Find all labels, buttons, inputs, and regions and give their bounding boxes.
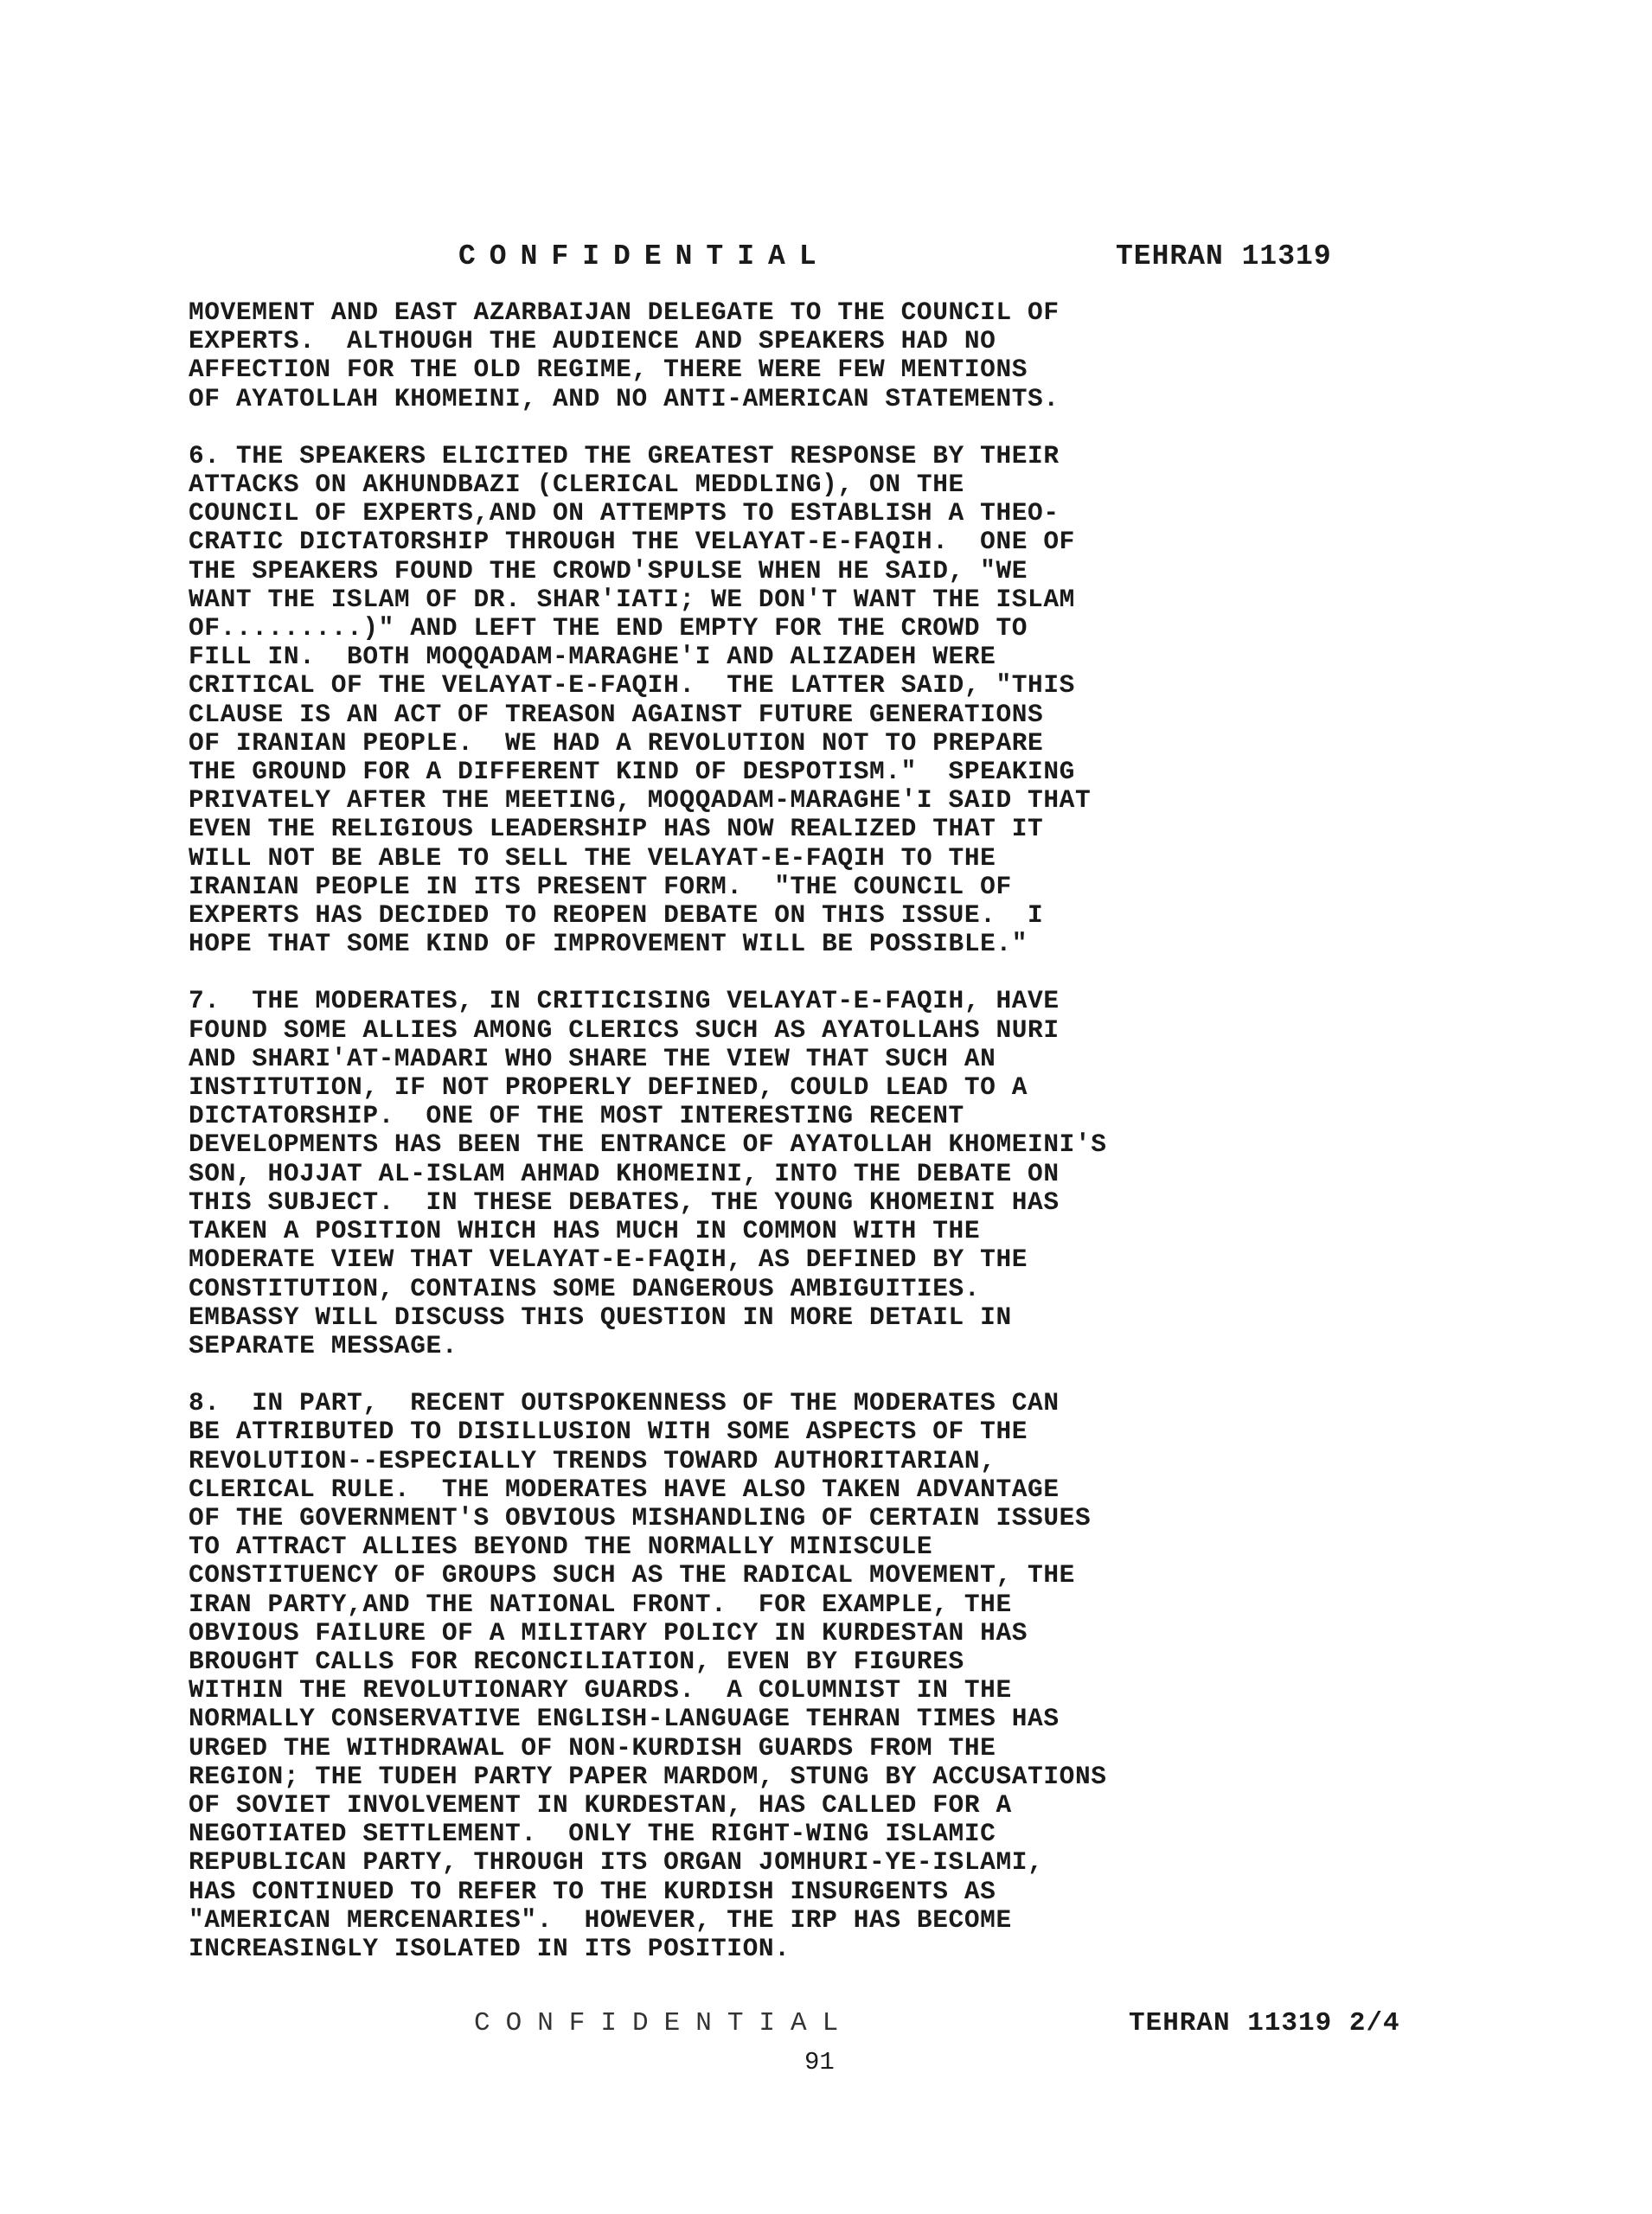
text-line: EMBASSY WILL DISCUSS THIS QUESTION IN MORE DETAIL IN (189, 1302, 1012, 1332)
paragraph-8 (189, 1389, 1486, 1963)
text-line: MODERATE VIEW THAT VELAYAT-E-FAQIH, AS DEFINED BY THE (189, 1245, 1028, 1275)
text-line: CLERICAL RULE. THE MODERATES HAVE ALSO TAKEN ADVANTAGE (189, 1474, 1060, 1504)
text-line: CONSTITUTION, CONTAINS SOME DANGEROUS AMBIGUITIES. (189, 1273, 981, 1303)
text-line: FILL IN. BOTH MOQQADAM-MARAGHE'I AND ALIZADEH WERE (189, 642, 996, 672)
text-line: DICTATORSHIP. ONE OF THE MOST INTERESTING RECENT (189, 1101, 964, 1131)
text-line: BROUGHT CALLS FOR RECONCILIATION, EVEN BY FIGURES (189, 1646, 964, 1676)
text-line: THE GROUND FOR A DIFFERENT KIND OF DESPOTISM." SPEAKING (189, 757, 1075, 787)
page-number: 91 (804, 2048, 835, 2076)
text-line: IRANIAN PEOPLE IN ITS PRESENT FORM. "THE COUNCIL OF (189, 871, 1012, 901)
text-line: CONSTITUENCY OF GROUPS SUCH AS THE RADICAL MOVEMENT, THE (189, 1560, 1075, 1590)
text-line: SEPARATE MESSAGE. (189, 1330, 458, 1360)
text-line: DEVELOPMENTS HAS BEEN THE ENTRANCE OF AYATOLLAH KHOMEINI'S (189, 1129, 1107, 1160)
text-line: IRAN PARTY,AND THE NATIONAL FRONT. FOR EXAMPLE, THE (189, 1589, 1012, 1619)
paragraph-6 (189, 442, 1486, 959)
text-line: WILL NOT BE ABLE TO SELL THE VELAYAT-E-FAQIH TO THE (189, 842, 996, 873)
footer-reference: TEHRAN 11319 2/4 (1129, 2008, 1400, 2038)
text-line: NEGOTIATED SETTLEMENT. ONLY THE RIGHT-WING ISLAMIC (189, 1819, 996, 1849)
text-line: INSTITUTION, IF NOT PROPERLY DEFINED, COULD LEAD TO A (189, 1072, 1028, 1103)
text-line: "AMERICAN MERCENARIES". HOWEVER, THE IRP HAS BECOME (189, 1904, 1012, 1935)
text-line: TAKEN A POSITION WHICH HAS MUCH IN COMMON WITH THE (189, 1216, 981, 1246)
paragraph-continuation (189, 298, 1486, 413)
text-line: THIS SUBJECT. IN THESE DEBATES, THE YOUNG KHOMEINI HAS (189, 1187, 1060, 1217)
text-line: INCREASINGLY ISOLATED IN ITS POSITION. (189, 1933, 791, 1963)
text-line: EVEN THE RELIGIOUS LEADERSHIP HAS NOW REALIZED THAT IT (189, 814, 1044, 844)
text-line: 8. IN PART, RECENT OUTSPOKENNESS OF THE MODERATES CAN (189, 1388, 1060, 1418)
text-line: REPUBLICAN PARTY, THROUGH ITS ORGAN JOMHURI-YE-ISLAMI, (189, 1847, 1044, 1878)
text-line: TO ATTRACT ALLIES BEYOND THE NORMALLY MINISCULE (189, 1532, 933, 1562)
text-line: CLAUSE IS AN ACT OF TREASON AGAINST FUTURE GENERATIONS (189, 699, 1044, 729)
text-line: AND SHARI'AT-MADARI WHO SHARE THE VIEW THAT SUCH AN (189, 1043, 996, 1073)
paragraph-7 (189, 987, 1486, 1360)
text-line: NORMALLY CONSERVATIVE ENGLISH-LANGUAGE TEHRAN TIMES HAS (189, 1704, 1060, 1734)
text-line: CRITICAL OF THE VELAYAT-E-FAQIH. THE LATTER SAID, "THIS (189, 670, 1075, 701)
text-line: SON, HOJJAT AL-ISLAM AHMAD KHOMEINI, INTO THE DEBATE ON (189, 1158, 1060, 1188)
text-line: REGION; THE TUDEH PARTY PAPER MARDOM, STUNG BY ACCUSATIONS (189, 1761, 1107, 1791)
header-reference: TEHRAN 11319 (1116, 240, 1332, 272)
text-line: CRATIC DICTATORSHIP THROUGH THE VELAYAT-E-FAQIH. ONE OF (189, 527, 1075, 557)
text-line: REVOLUTION--ESPECIALLY TRENDS TOWARD AUTHORITARIAN, (189, 1445, 996, 1475)
text-line: OF THE GOVERNMENT'S OBVIOUS MISHANDLING OF CERTAIN ISSUES (189, 1502, 1092, 1533)
text-line: 7. THE MODERATES, IN CRITICISING VELAYAT-E-FAQIH, HAVE (189, 986, 1060, 1016)
text-line: THE SPEAKERS FOUND THE CROWD'SPULSE WHEN HE SAID, "WE (189, 555, 1028, 585)
text-line: WITHIN THE REVOLUTIONARY GUARDS. A COLUMNIST IN THE (189, 1675, 1012, 1705)
text-line: URGED THE WITHDRAWAL OF NON-KURDISH GUARDS FROM THE (189, 1732, 996, 1763)
text-line: ATTACKS ON AKHUNDBAZI (CLERICAL MEDDLING), ON THE (189, 470, 964, 500)
text-line: HOPE THAT SOME KIND OF IMPROVEMENT WILL BE POSSIBLE." (189, 929, 1028, 959)
text-line: WANT THE ISLAM OF DR. SHAR'IATI; WE DON'T WANT THE ISLAM (189, 584, 1075, 614)
text-line: HAS CONTINUED TO REFER TO THE KURDISH INSURGENTS AS (189, 1876, 996, 1906)
text-line: COUNCIL OF EXPERTS,AND ON ATTEMPTS TO ESTABLISH A THEO- (189, 498, 1060, 528)
header-classification: CONFIDENTIAL (458, 240, 830, 272)
text-line: FOUND SOME ALLIES AMONG CLERICS SUCH AS AYATOLLAHS NURI (189, 1014, 1060, 1045)
text-line: BE ATTRIBUTED TO DISILLUSION WITH SOME ASPECTS OF THE (189, 1417, 1028, 1447)
text-line: OF IRANIAN PEOPLE. WE HAD A REVOLUTION NOT TO PREPARE (189, 727, 1044, 758)
text-line: OF.........)" AND LEFT THE END EMPTY FOR THE CROWD TO (189, 613, 1028, 643)
text-line: MOVEMENT AND EAST AZARBAIJAN DELEGATE TO THE COUNCIL OF (189, 298, 1060, 327)
text-line: EXPERTS. ALTHOUGH THE AUDIENCE AND SPEAKERS HAD NO (189, 326, 996, 356)
text-line: AFFECTION FOR THE OLD REGIME, THERE WERE FEW MENTIONS (189, 355, 1028, 385)
text-line: OBVIOUS FAILURE OF A MILITARY POLICY IN KURDESTAN HAS (189, 1617, 1028, 1648)
document-body (189, 298, 1486, 1992)
text-line: 6. THE SPEAKERS ELICITED THE GREATEST RESPONSE BY THEIR (189, 440, 1060, 470)
text-line: EXPERTS HAS DECIDED TO REOPEN DEBATE ON THIS ISSUE. I (189, 900, 1044, 931)
text-line: PRIVATELY AFTER THE MEETING, MOQQADAM-MARAGHE'I SAID THAT (189, 785, 1092, 816)
text-line: OF AYATOLLAH KHOMEINI, AND NO ANTI-AMERICAN STATEMENTS. (189, 383, 1060, 413)
text-line: OF SOVIET INVOLVEMENT IN KURDESTAN, HAS CALLED FOR A (189, 1789, 1012, 1820)
footer-classification: CONFIDENTIAL (474, 2008, 855, 2038)
